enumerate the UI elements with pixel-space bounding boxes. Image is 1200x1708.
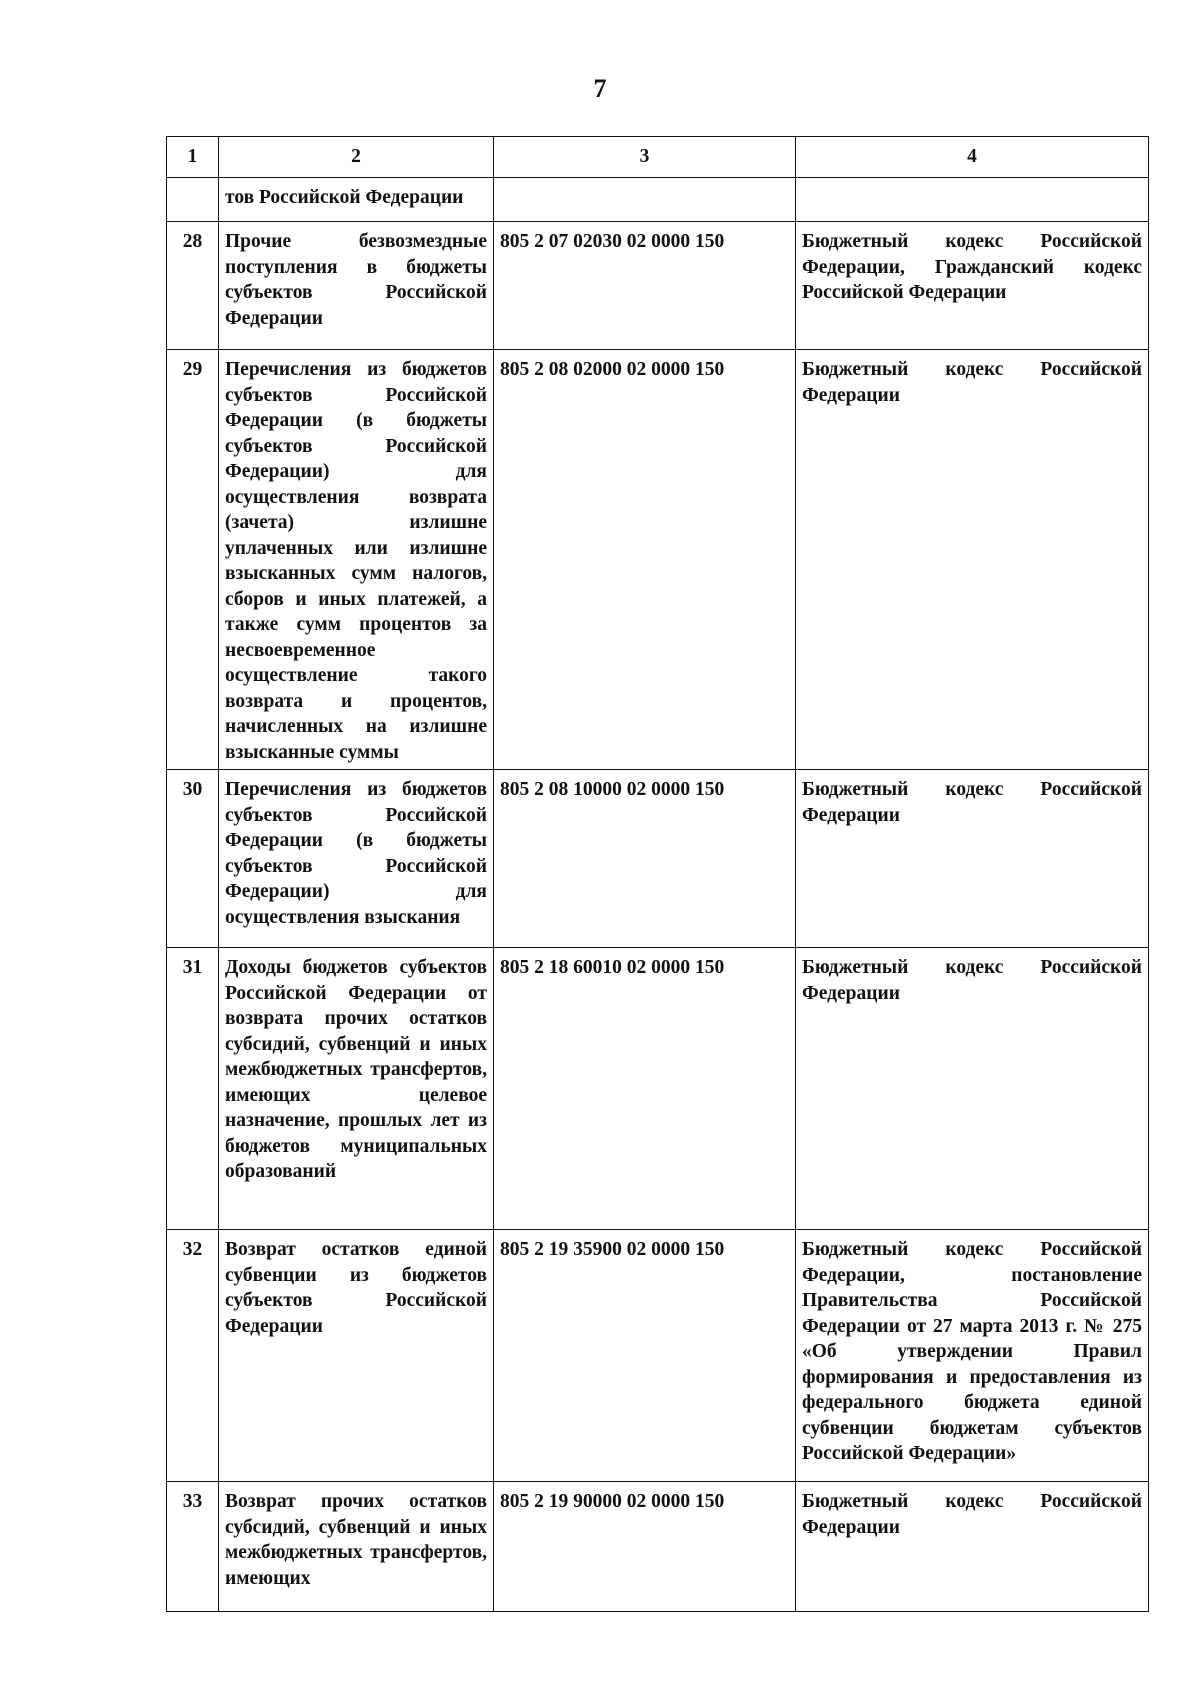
row-legal-basis: Бюджетный кодекс Российской Федерации: [796, 770, 1149, 948]
row-name: Перечисления из бюджетов субъектов Российской Федерации (в бюджеты субъектов Российской Федерации) для осуществления взыскания: [219, 770, 494, 948]
row-name: Прочие безвозмездные поступления в бюджеты субъектов Российской Федерации: [219, 222, 494, 350]
row-legal-basis: Бюджетный кодекс Российской Федерации: [796, 948, 1149, 1230]
row-legal-basis: Бюджетный кодекс Российской Федерации: [796, 1482, 1149, 1612]
row-number: 32: [167, 1230, 219, 1482]
header-cell-1: 1: [167, 137, 219, 178]
row-legal-basis: Бюджетный кодекс Российской Федерации: [796, 350, 1149, 770]
row-number: 33: [167, 1482, 219, 1612]
row-code: 805 2 19 90000 02 0000 150: [494, 1482, 796, 1612]
revenue-table: [166, 136, 1149, 1612]
row-code: 805 2 18 60010 02 0000 150: [494, 948, 796, 1230]
row-code: 805 2 19 35900 02 0000 150: [494, 1230, 796, 1482]
row-number: 28: [167, 222, 219, 350]
table-row: [167, 222, 1149, 350]
table-row: [167, 350, 1149, 770]
row-number: 31: [167, 948, 219, 1230]
page-number: 7: [593, 74, 607, 103]
row-name: тов Российской Федерации: [219, 178, 494, 222]
table-header-row: [167, 137, 1149, 178]
table-row: [167, 948, 1149, 1230]
row-number: [167, 178, 219, 222]
row-number: 29: [167, 350, 219, 770]
header-cell-4: 4: [796, 137, 1149, 178]
row-code: 805 2 08 02000 02 0000 150: [494, 350, 796, 770]
table-row: [167, 1230, 1149, 1482]
row-number: 30: [167, 770, 219, 948]
table-row: [167, 178, 1149, 222]
header-cell-3: 3: [494, 137, 796, 178]
row-name: Возврат прочих остатков субсидий, субвенций и иных межбюджетных трансфертов, имеющих: [219, 1482, 494, 1612]
row-legal-basis: Бюджетный кодекс Российской Федерации, постановление Правительства Российской Федерации от 27 марта 2013 г. № 275 «Об утверждении Правил формирования и предоставления из федерального бюджета единой субвенции бюджетам субъектов Российской Федерации»: [796, 1230, 1149, 1482]
table-row: [167, 1482, 1149, 1612]
table-row: [167, 770, 1149, 948]
header-cell-2: 2: [219, 137, 494, 178]
row-code: 805 2 08 10000 02 0000 150: [494, 770, 796, 948]
row-legal-basis: [796, 178, 1149, 222]
row-name: Возврат остатков единой субвенции из бюджетов субъектов Российской Федерации: [219, 1230, 494, 1482]
row-name: Доходы бюджетов субъектов Российской Федерации от возврата прочих остатков субсидий, субвенций и иных межбюджетных трансфертов, имеющих целевое назначение, прошлых лет из бюджетов муниципальных образований: [219, 948, 494, 1230]
row-legal-basis: Бюджетный кодекс Российской Федерации, Гражданский кодекс Российской Федерации: [796, 222, 1149, 350]
row-code: 805 2 07 02030 02 0000 150: [494, 222, 796, 350]
row-name: Перечисления из бюджетов субъектов Российской Федерации (в бюджеты субъектов Российской Федерации) для осуществления возврата (зачета) излишне уплаченных или излишне взысканных сумм налогов, сборов и иных платежей, а также сумм процентов за несвоевременное осуществление такого возврата и процентов, начисленных на излишне взысканные суммы: [219, 350, 494, 770]
row-code: [494, 178, 796, 222]
